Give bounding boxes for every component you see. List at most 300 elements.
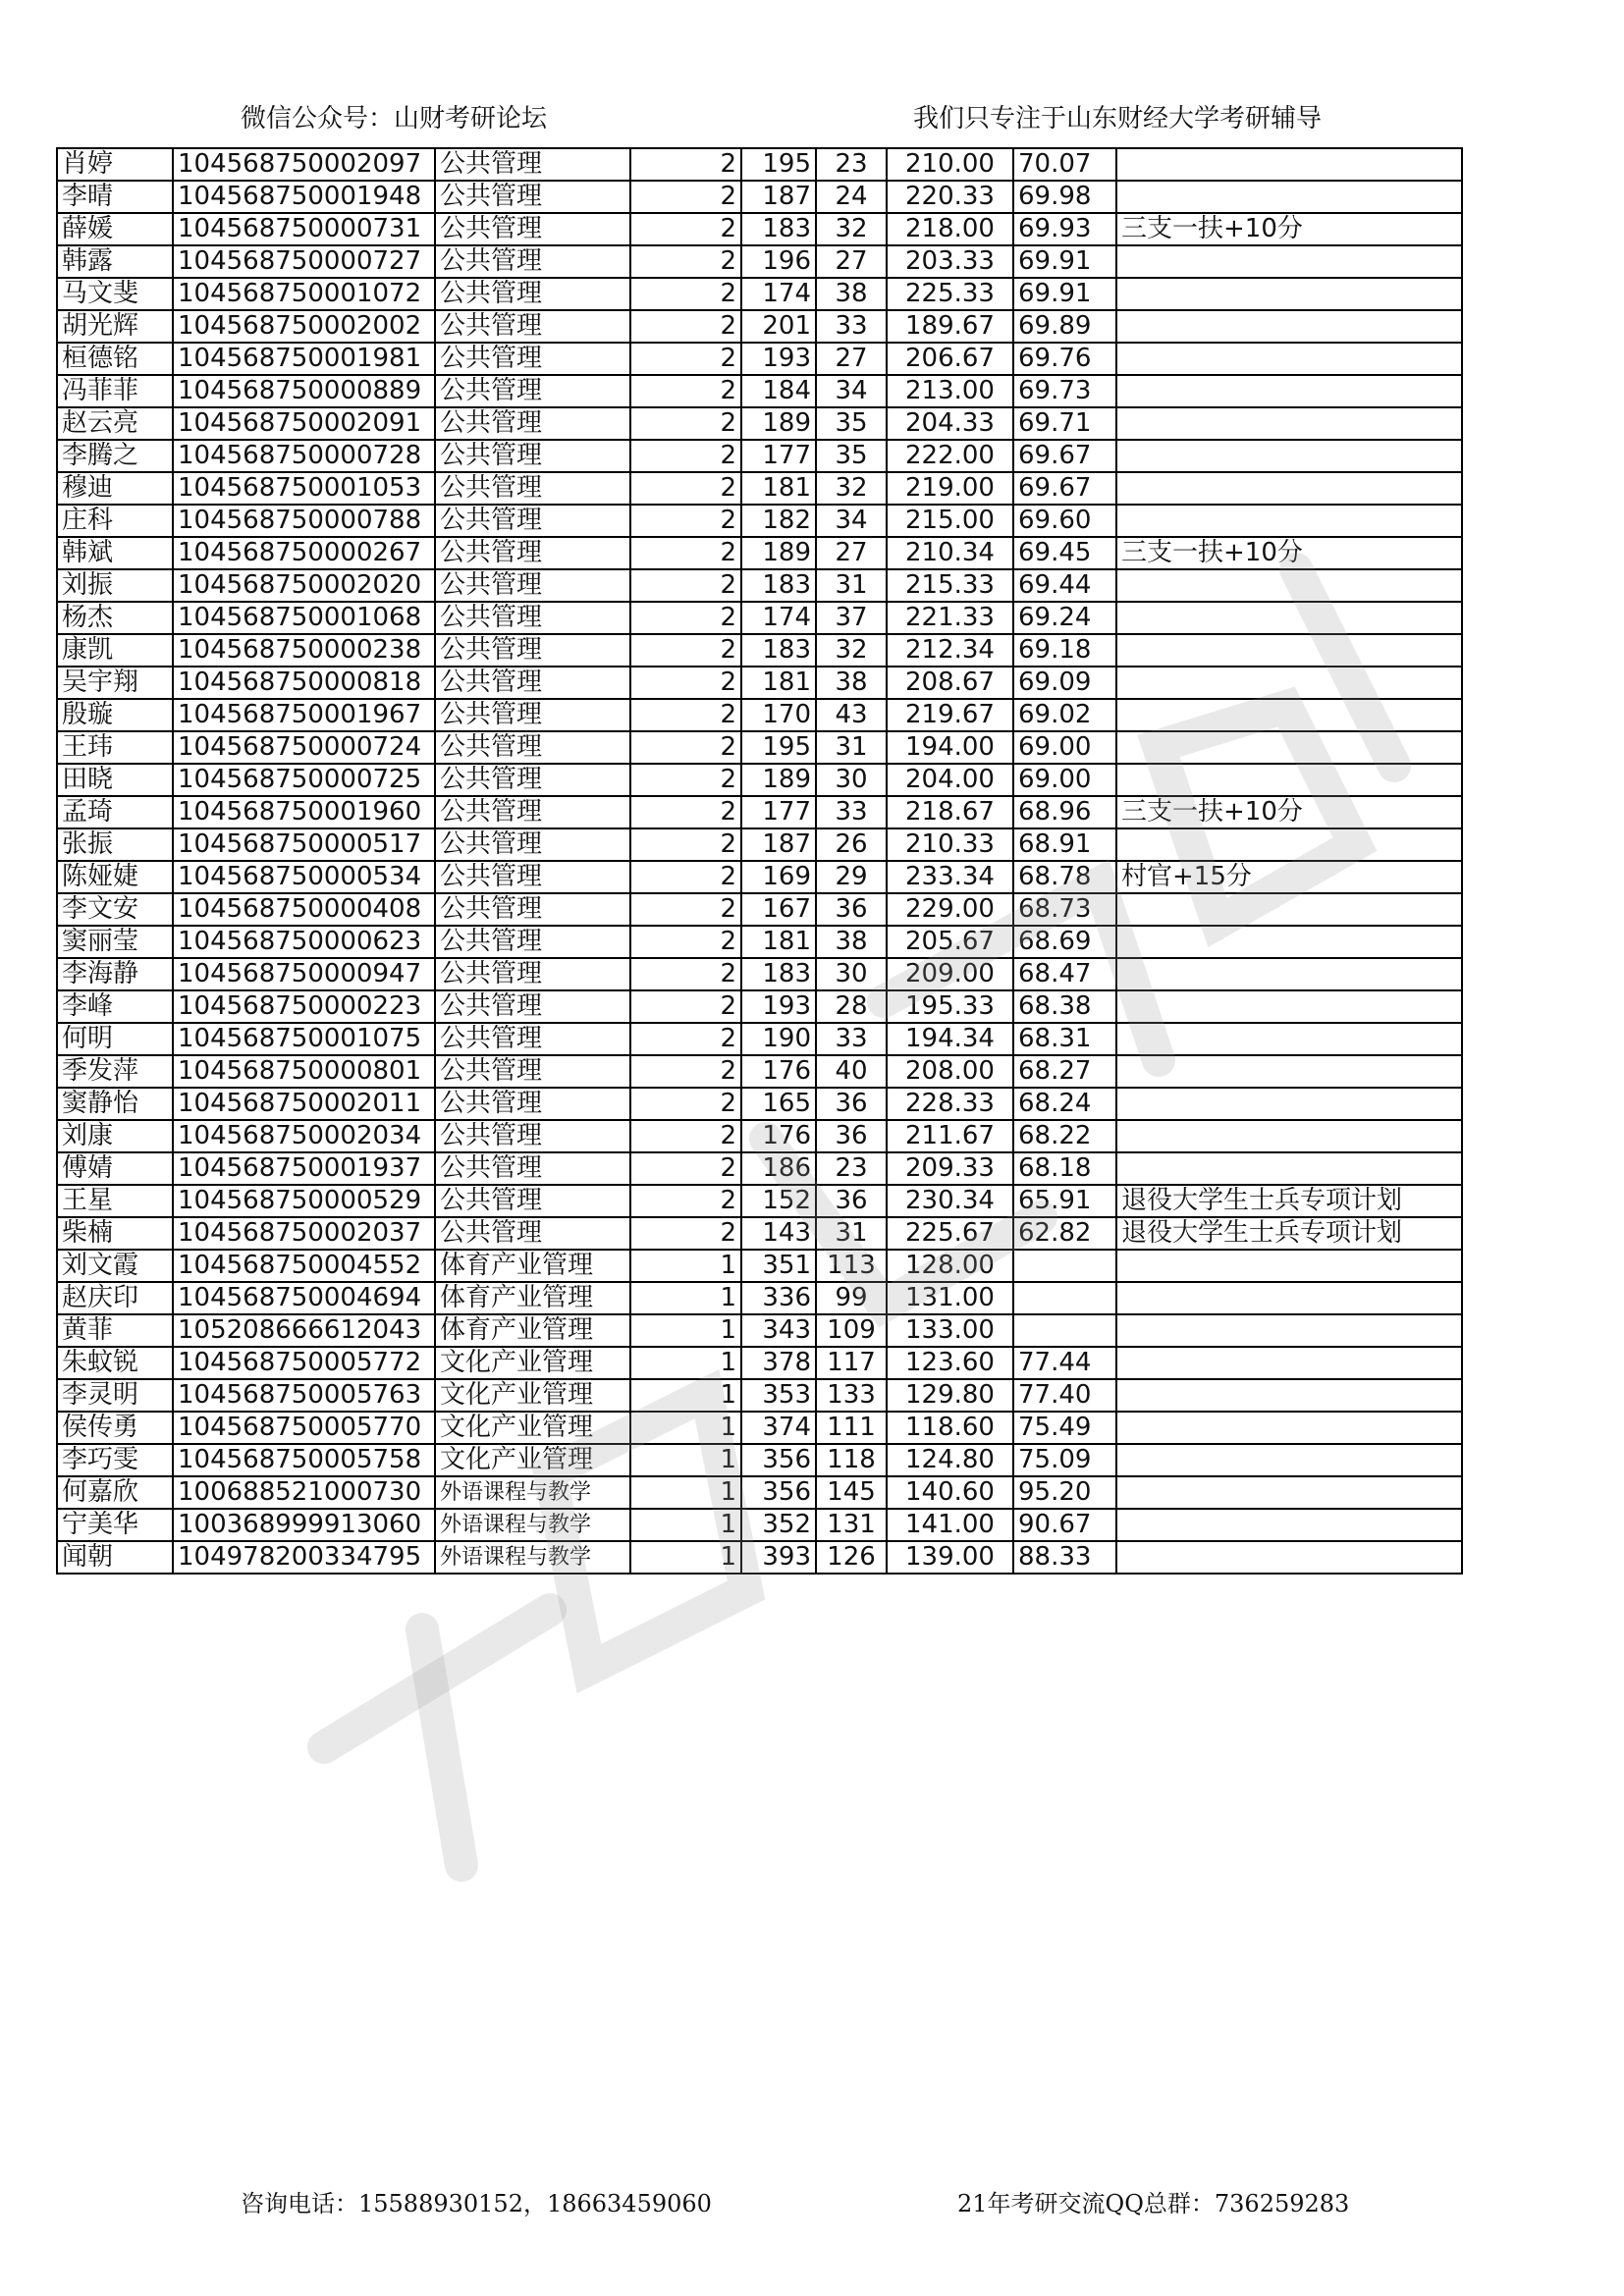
cell-total-score: 196 bbox=[741, 245, 816, 278]
table-row bbox=[57, 472, 1462, 505]
cell-type: 2 bbox=[630, 990, 741, 1023]
cell-exam-id: 104568750000818 bbox=[173, 667, 435, 699]
table-row bbox=[57, 1120, 1462, 1152]
cell-final-score: 68.27 bbox=[1013, 1055, 1116, 1088]
cell-type: 2 bbox=[630, 1023, 741, 1055]
cell-final-score: 88.33 bbox=[1013, 1541, 1116, 1574]
cell-retest-score: 189.67 bbox=[887, 310, 1013, 343]
cell-note: 三支一扶+10分 bbox=[1116, 537, 1462, 569]
cell-major: 公共管理 bbox=[435, 634, 630, 667]
cell-note bbox=[1116, 1476, 1462, 1509]
cell-retest-score: 208.67 bbox=[887, 667, 1013, 699]
cell-type: 2 bbox=[630, 1088, 741, 1120]
cell-retest-score: 140.60 bbox=[887, 1476, 1013, 1509]
cell-name: 季发萍 bbox=[57, 1055, 173, 1088]
cell-final-score: 68.91 bbox=[1013, 828, 1116, 861]
cell-retest-score: 228.33 bbox=[887, 1088, 1013, 1120]
cell-exam-id: 104568750002020 bbox=[173, 569, 435, 602]
cell-subject-score: 36 bbox=[816, 893, 887, 926]
cell-retest-score: 131.00 bbox=[887, 1282, 1013, 1314]
cell-retest-score: 218.67 bbox=[887, 796, 1013, 828]
cell-name: 李文安 bbox=[57, 893, 173, 926]
cell-total-score: 176 bbox=[741, 1055, 816, 1088]
cell-name: 黄菲 bbox=[57, 1314, 173, 1347]
cell-major: 公共管理 bbox=[435, 990, 630, 1023]
cell-total-score: 352 bbox=[741, 1509, 816, 1541]
cell-total-score: 195 bbox=[741, 148, 816, 181]
cell-type: 1 bbox=[630, 1379, 741, 1412]
cell-exam-id: 104568750000725 bbox=[173, 764, 435, 796]
cell-name: 康凯 bbox=[57, 634, 173, 667]
cell-retest-score: 219.67 bbox=[887, 699, 1013, 731]
cell-type: 2 bbox=[630, 472, 741, 505]
cell-name: 马文斐 bbox=[57, 278, 173, 310]
cell-total-score: 189 bbox=[741, 537, 816, 569]
cell-total-score: 183 bbox=[741, 634, 816, 667]
cell-subject-score: 37 bbox=[816, 602, 887, 634]
cell-exam-id: 104568750000529 bbox=[173, 1185, 435, 1217]
cell-exam-id: 104568750000517 bbox=[173, 828, 435, 861]
cell-retest-score: 229.00 bbox=[887, 893, 1013, 926]
cell-name: 肖婷 bbox=[57, 148, 173, 181]
cell-type: 2 bbox=[630, 245, 741, 278]
cell-major: 公共管理 bbox=[435, 569, 630, 602]
cell-note: 三支一扶+10分 bbox=[1116, 796, 1462, 828]
cell-type: 2 bbox=[630, 893, 741, 926]
cell-note bbox=[1116, 958, 1462, 990]
cell-final-score: 68.69 bbox=[1013, 926, 1116, 958]
cell-total-score: 356 bbox=[741, 1476, 816, 1509]
cell-type: 2 bbox=[630, 667, 741, 699]
cell-note bbox=[1116, 245, 1462, 278]
cell-final-score: 69.18 bbox=[1013, 634, 1116, 667]
cell-type: 2 bbox=[630, 343, 741, 375]
cell-retest-score: 139.00 bbox=[887, 1541, 1013, 1574]
cell-major: 公共管理 bbox=[435, 764, 630, 796]
cell-note bbox=[1116, 1282, 1462, 1314]
cell-retest-score: 212.34 bbox=[887, 634, 1013, 667]
cell-name: 宁美华 bbox=[57, 1509, 173, 1541]
cell-major: 公共管理 bbox=[435, 699, 630, 731]
header-left-text: 微信公众号：山财考研论坛 bbox=[241, 104, 548, 133]
cell-retest-score: 203.33 bbox=[887, 245, 1013, 278]
cell-subject-score: 33 bbox=[816, 796, 887, 828]
cell-note bbox=[1116, 1541, 1462, 1574]
cell-retest-score: 210.34 bbox=[887, 537, 1013, 569]
cell-total-score: 169 bbox=[741, 861, 816, 893]
cell-exam-id: 100688521000730 bbox=[173, 1476, 435, 1509]
cell-note bbox=[1116, 1088, 1462, 1120]
table-row bbox=[57, 407, 1462, 440]
cell-type: 1 bbox=[630, 1347, 741, 1379]
cell-type: 2 bbox=[630, 828, 741, 861]
cell-type: 2 bbox=[630, 440, 741, 472]
cell-exam-id: 104568750001937 bbox=[173, 1152, 435, 1185]
cell-final-score: 69.71 bbox=[1013, 407, 1116, 440]
cell-type: 1 bbox=[630, 1282, 741, 1314]
cell-name: 李巧雯 bbox=[57, 1444, 173, 1476]
cell-exam-id: 104568750005763 bbox=[173, 1379, 435, 1412]
cell-note bbox=[1116, 1444, 1462, 1476]
cell-major: 公共管理 bbox=[435, 731, 630, 764]
cell-note bbox=[1116, 634, 1462, 667]
cell-type: 2 bbox=[630, 634, 741, 667]
cell-final-score: 69.93 bbox=[1013, 213, 1116, 245]
cell-type: 2 bbox=[630, 181, 741, 213]
cell-note bbox=[1116, 343, 1462, 375]
cell-exam-id: 104568750000223 bbox=[173, 990, 435, 1023]
cell-retest-score: 225.67 bbox=[887, 1217, 1013, 1250]
cell-subject-score: 118 bbox=[816, 1444, 887, 1476]
cell-major: 公共管理 bbox=[435, 537, 630, 569]
cell-retest-score: 124.80 bbox=[887, 1444, 1013, 1476]
cell-type: 2 bbox=[630, 537, 741, 569]
table-row bbox=[57, 634, 1462, 667]
cell-type: 2 bbox=[630, 1120, 741, 1152]
table-row bbox=[57, 278, 1462, 310]
cell-final-score: 70.07 bbox=[1013, 148, 1116, 181]
cell-subject-score: 145 bbox=[816, 1476, 887, 1509]
cell-final-score bbox=[1013, 1314, 1116, 1347]
cell-final-score: 69.00 bbox=[1013, 764, 1116, 796]
cell-subject-score: 99 bbox=[816, 1282, 887, 1314]
cell-name: 桓德铭 bbox=[57, 343, 173, 375]
cell-major: 公共管理 bbox=[435, 602, 630, 634]
table-row bbox=[57, 602, 1462, 634]
cell-exam-id: 104568750000408 bbox=[173, 893, 435, 926]
cell-major: 外语课程与教学 bbox=[435, 1509, 630, 1541]
cell-final-score bbox=[1013, 1282, 1116, 1314]
footer-right-text: 21年考研交流QQ总群：736259283 bbox=[957, 2190, 1350, 2217]
cell-final-score: 68.31 bbox=[1013, 1023, 1116, 1055]
cell-final-score: 69.91 bbox=[1013, 245, 1116, 278]
cell-type: 2 bbox=[630, 958, 741, 990]
cell-major: 公共管理 bbox=[435, 861, 630, 893]
cell-subject-score: 33 bbox=[816, 1023, 887, 1055]
cell-final-score: 69.89 bbox=[1013, 310, 1116, 343]
cell-exam-id: 104568750002002 bbox=[173, 310, 435, 343]
cell-subject-score: 38 bbox=[816, 667, 887, 699]
cell-name: 朱蚊锐 bbox=[57, 1347, 173, 1379]
cell-major: 公共管理 bbox=[435, 1152, 630, 1185]
cell-name: 李海静 bbox=[57, 958, 173, 990]
cell-note bbox=[1116, 1250, 1462, 1282]
cell-retest-score: 205.67 bbox=[887, 926, 1013, 958]
table-row bbox=[57, 1314, 1462, 1347]
cell-exam-id: 104568750002037 bbox=[173, 1217, 435, 1250]
cell-name: 吴宇翔 bbox=[57, 667, 173, 699]
cell-type: 1 bbox=[630, 1476, 741, 1509]
table-row bbox=[57, 828, 1462, 861]
cell-name: 王玮 bbox=[57, 731, 173, 764]
cell-note: 三支一扶+10分 bbox=[1116, 213, 1462, 245]
cell-note bbox=[1116, 764, 1462, 796]
cell-retest-score: 209.33 bbox=[887, 1152, 1013, 1185]
cell-major: 公共管理 bbox=[435, 343, 630, 375]
cell-subject-score: 30 bbox=[816, 764, 887, 796]
cell-exam-id: 104568750000731 bbox=[173, 213, 435, 245]
cell-note bbox=[1116, 278, 1462, 310]
cell-final-score: 69.09 bbox=[1013, 667, 1116, 699]
cell-total-score: 181 bbox=[741, 472, 816, 505]
table-row bbox=[57, 667, 1462, 699]
cell-note bbox=[1116, 1379, 1462, 1412]
cell-type: 1 bbox=[630, 1509, 741, 1541]
cell-name: 刘文霞 bbox=[57, 1250, 173, 1282]
cell-subject-score: 32 bbox=[816, 634, 887, 667]
cell-exam-id: 104568750002011 bbox=[173, 1088, 435, 1120]
cell-exam-id: 104568750000238 bbox=[173, 634, 435, 667]
cell-note bbox=[1116, 472, 1462, 505]
cell-total-score: 343 bbox=[741, 1314, 816, 1347]
table-row bbox=[57, 958, 1462, 990]
table-row bbox=[57, 505, 1462, 537]
cell-name: 李灵明 bbox=[57, 1379, 173, 1412]
cell-subject-score: 36 bbox=[816, 1185, 887, 1217]
cell-note bbox=[1116, 310, 1462, 343]
table-row bbox=[57, 1055, 1462, 1088]
cell-total-score: 186 bbox=[741, 1152, 816, 1185]
cell-retest-score: 225.33 bbox=[887, 278, 1013, 310]
cell-name: 李峰 bbox=[57, 990, 173, 1023]
cell-final-score: 69.44 bbox=[1013, 569, 1116, 602]
cell-final-score: 69.91 bbox=[1013, 278, 1116, 310]
cell-final-score: 77.44 bbox=[1013, 1347, 1116, 1379]
score-table bbox=[56, 147, 1463, 1575]
cell-type: 1 bbox=[630, 1444, 741, 1476]
cell-exam-id: 104568750002034 bbox=[173, 1120, 435, 1152]
cell-type: 2 bbox=[630, 310, 741, 343]
cell-final-score: 75.49 bbox=[1013, 1412, 1116, 1444]
cell-exam-id: 104568750005758 bbox=[173, 1444, 435, 1476]
cell-total-score: 374 bbox=[741, 1412, 816, 1444]
cell-final-score: 69.00 bbox=[1013, 731, 1116, 764]
cell-total-score: 165 bbox=[741, 1088, 816, 1120]
cell-note bbox=[1116, 731, 1462, 764]
cell-major: 公共管理 bbox=[435, 828, 630, 861]
table-row bbox=[57, 1476, 1462, 1509]
cell-total-score: 176 bbox=[741, 1120, 816, 1152]
cell-exam-id: 104568750000623 bbox=[173, 926, 435, 958]
cell-subject-score: 31 bbox=[816, 569, 887, 602]
cell-final-score: 69.02 bbox=[1013, 699, 1116, 731]
table-row bbox=[57, 310, 1462, 343]
cell-exam-id: 104568750001981 bbox=[173, 343, 435, 375]
cell-note: 村官+15分 bbox=[1116, 861, 1462, 893]
cell-subject-score: 27 bbox=[816, 245, 887, 278]
cell-major: 公共管理 bbox=[435, 148, 630, 181]
footer-left-text: 咨询电话：15588930152，18663459060 bbox=[241, 2190, 712, 2217]
cell-total-score: 183 bbox=[741, 213, 816, 245]
cell-name: 穆迪 bbox=[57, 472, 173, 505]
cell-note bbox=[1116, 1347, 1462, 1379]
cell-name: 冯菲菲 bbox=[57, 375, 173, 407]
cell-major: 公共管理 bbox=[435, 1217, 630, 1250]
cell-retest-score: 222.00 bbox=[887, 440, 1013, 472]
cell-type: 2 bbox=[630, 602, 741, 634]
cell-major: 文化产业管理 bbox=[435, 1412, 630, 1444]
cell-exam-id: 104568750000889 bbox=[173, 375, 435, 407]
cell-subject-score: 23 bbox=[816, 1152, 887, 1185]
cell-note bbox=[1116, 505, 1462, 537]
cell-name: 赵庆印 bbox=[57, 1282, 173, 1314]
table-row bbox=[57, 926, 1462, 958]
cell-final-score: 69.60 bbox=[1013, 505, 1116, 537]
cell-type: 1 bbox=[630, 1541, 741, 1574]
cell-final-score: 69.67 bbox=[1013, 440, 1116, 472]
cell-exam-id: 104568750000728 bbox=[173, 440, 435, 472]
cell-major: 公共管理 bbox=[435, 245, 630, 278]
cell-name: 田晓 bbox=[57, 764, 173, 796]
table-row bbox=[57, 1023, 1462, 1055]
cell-final-score: 69.67 bbox=[1013, 472, 1116, 505]
cell-major: 公共管理 bbox=[435, 1088, 630, 1120]
cell-total-score: 353 bbox=[741, 1379, 816, 1412]
cell-total-score: 201 bbox=[741, 310, 816, 343]
cell-subject-score: 36 bbox=[816, 1120, 887, 1152]
table-row bbox=[57, 537, 1462, 569]
cell-final-score: 68.73 bbox=[1013, 893, 1116, 926]
cell-name: 李腾之 bbox=[57, 440, 173, 472]
cell-total-score: 143 bbox=[741, 1217, 816, 1250]
cell-subject-score: 34 bbox=[816, 505, 887, 537]
cell-name: 张振 bbox=[57, 828, 173, 861]
cell-note bbox=[1116, 1314, 1462, 1347]
cell-retest-score: 123.60 bbox=[887, 1347, 1013, 1379]
cell-major: 公共管理 bbox=[435, 407, 630, 440]
cell-type: 1 bbox=[630, 1250, 741, 1282]
cell-final-score: 69.24 bbox=[1013, 602, 1116, 634]
cell-exam-id: 104568750001053 bbox=[173, 472, 435, 505]
cell-subject-score: 30 bbox=[816, 958, 887, 990]
cell-name: 杨杰 bbox=[57, 602, 173, 634]
cell-note bbox=[1116, 1152, 1462, 1185]
table-row bbox=[57, 569, 1462, 602]
cell-note bbox=[1116, 667, 1462, 699]
cell-note bbox=[1116, 926, 1462, 958]
cell-major: 公共管理 bbox=[435, 472, 630, 505]
cell-name: 柴楠 bbox=[57, 1217, 173, 1250]
table-row bbox=[57, 375, 1462, 407]
cell-subject-score: 32 bbox=[816, 213, 887, 245]
cell-type: 2 bbox=[630, 699, 741, 731]
cell-retest-score: 219.00 bbox=[887, 472, 1013, 505]
cell-final-score: 69.98 bbox=[1013, 181, 1116, 213]
cell-subject-score: 36 bbox=[816, 1088, 887, 1120]
cell-type: 2 bbox=[630, 731, 741, 764]
cell-retest-score: 129.80 bbox=[887, 1379, 1013, 1412]
cell-name: 窦丽莹 bbox=[57, 926, 173, 958]
cell-major: 公共管理 bbox=[435, 213, 630, 245]
table-row bbox=[57, 764, 1462, 796]
cell-name: 韩露 bbox=[57, 245, 173, 278]
cell-retest-score: 215.33 bbox=[887, 569, 1013, 602]
cell-subject-score: 29 bbox=[816, 861, 887, 893]
cell-major: 文化产业管理 bbox=[435, 1347, 630, 1379]
table-row bbox=[57, 1250, 1462, 1282]
cell-major: 公共管理 bbox=[435, 1023, 630, 1055]
cell-major: 文化产业管理 bbox=[435, 1444, 630, 1476]
cell-retest-score: 218.00 bbox=[887, 213, 1013, 245]
cell-major: 公共管理 bbox=[435, 310, 630, 343]
cell-type: 2 bbox=[630, 1185, 741, 1217]
cell-exam-id: 104568750002091 bbox=[173, 407, 435, 440]
table-row bbox=[57, 148, 1462, 181]
cell-name: 侯传勇 bbox=[57, 1412, 173, 1444]
table-row bbox=[57, 1088, 1462, 1120]
cell-name: 何嘉欣 bbox=[57, 1476, 173, 1509]
cell-retest-score: 206.67 bbox=[887, 343, 1013, 375]
cell-exam-id: 104568750000724 bbox=[173, 731, 435, 764]
cell-name: 孟琦 bbox=[57, 796, 173, 828]
cell-major: 公共管理 bbox=[435, 796, 630, 828]
cell-subject-score: 34 bbox=[816, 375, 887, 407]
cell-type: 2 bbox=[630, 278, 741, 310]
cell-note bbox=[1116, 1509, 1462, 1541]
table-row bbox=[57, 861, 1462, 893]
cell-name: 闻朝 bbox=[57, 1541, 173, 1574]
cell-type: 2 bbox=[630, 926, 741, 958]
cell-note: 退役大学生士兵专项计划 bbox=[1116, 1217, 1462, 1250]
cell-final-score: 68.47 bbox=[1013, 958, 1116, 990]
cell-total-score: 184 bbox=[741, 375, 816, 407]
cell-note bbox=[1116, 699, 1462, 731]
cell-name: 傅婧 bbox=[57, 1152, 173, 1185]
cell-retest-score: 118.60 bbox=[887, 1412, 1013, 1444]
cell-note bbox=[1116, 602, 1462, 634]
cell-total-score: 193 bbox=[741, 990, 816, 1023]
cell-exam-id: 104568750000534 bbox=[173, 861, 435, 893]
cell-subject-score: 117 bbox=[816, 1347, 887, 1379]
cell-final-score: 68.22 bbox=[1013, 1120, 1116, 1152]
cell-type: 2 bbox=[630, 1152, 741, 1185]
cell-final-score: 68.78 bbox=[1013, 861, 1116, 893]
cell-exam-id: 104568750005772 bbox=[173, 1347, 435, 1379]
cell-major: 公共管理 bbox=[435, 958, 630, 990]
cell-major: 公共管理 bbox=[435, 926, 630, 958]
cell-subject-score: 131 bbox=[816, 1509, 887, 1541]
cell-name: 庄科 bbox=[57, 505, 173, 537]
cell-total-score: 393 bbox=[741, 1541, 816, 1574]
table-row bbox=[57, 245, 1462, 278]
cell-exam-id: 104568750000947 bbox=[173, 958, 435, 990]
cell-retest-score: 221.33 bbox=[887, 602, 1013, 634]
cell-exam-id: 104568750001072 bbox=[173, 278, 435, 310]
cell-subject-score: 35 bbox=[816, 407, 887, 440]
cell-retest-score: 233.34 bbox=[887, 861, 1013, 893]
table-row bbox=[57, 990, 1462, 1023]
cell-total-score: 187 bbox=[741, 828, 816, 861]
cell-total-score: 187 bbox=[741, 181, 816, 213]
cell-total-score: 152 bbox=[741, 1185, 816, 1217]
cell-final-score: 62.82 bbox=[1013, 1217, 1116, 1250]
table-row bbox=[57, 731, 1462, 764]
cell-retest-score: 194.00 bbox=[887, 731, 1013, 764]
cell-total-score: 174 bbox=[741, 602, 816, 634]
cell-total-score: 183 bbox=[741, 569, 816, 602]
cell-subject-score: 126 bbox=[816, 1541, 887, 1574]
table-row bbox=[57, 213, 1462, 245]
cell-major: 外语课程与教学 bbox=[435, 1476, 630, 1509]
cell-name: 胡光辉 bbox=[57, 310, 173, 343]
cell-major: 公共管理 bbox=[435, 278, 630, 310]
cell-final-score: 69.45 bbox=[1013, 537, 1116, 569]
cell-name: 李晴 bbox=[57, 181, 173, 213]
cell-note bbox=[1116, 181, 1462, 213]
cell-type: 2 bbox=[630, 505, 741, 537]
cell-total-score: 195 bbox=[741, 731, 816, 764]
cell-exam-id: 104568750001967 bbox=[173, 699, 435, 731]
